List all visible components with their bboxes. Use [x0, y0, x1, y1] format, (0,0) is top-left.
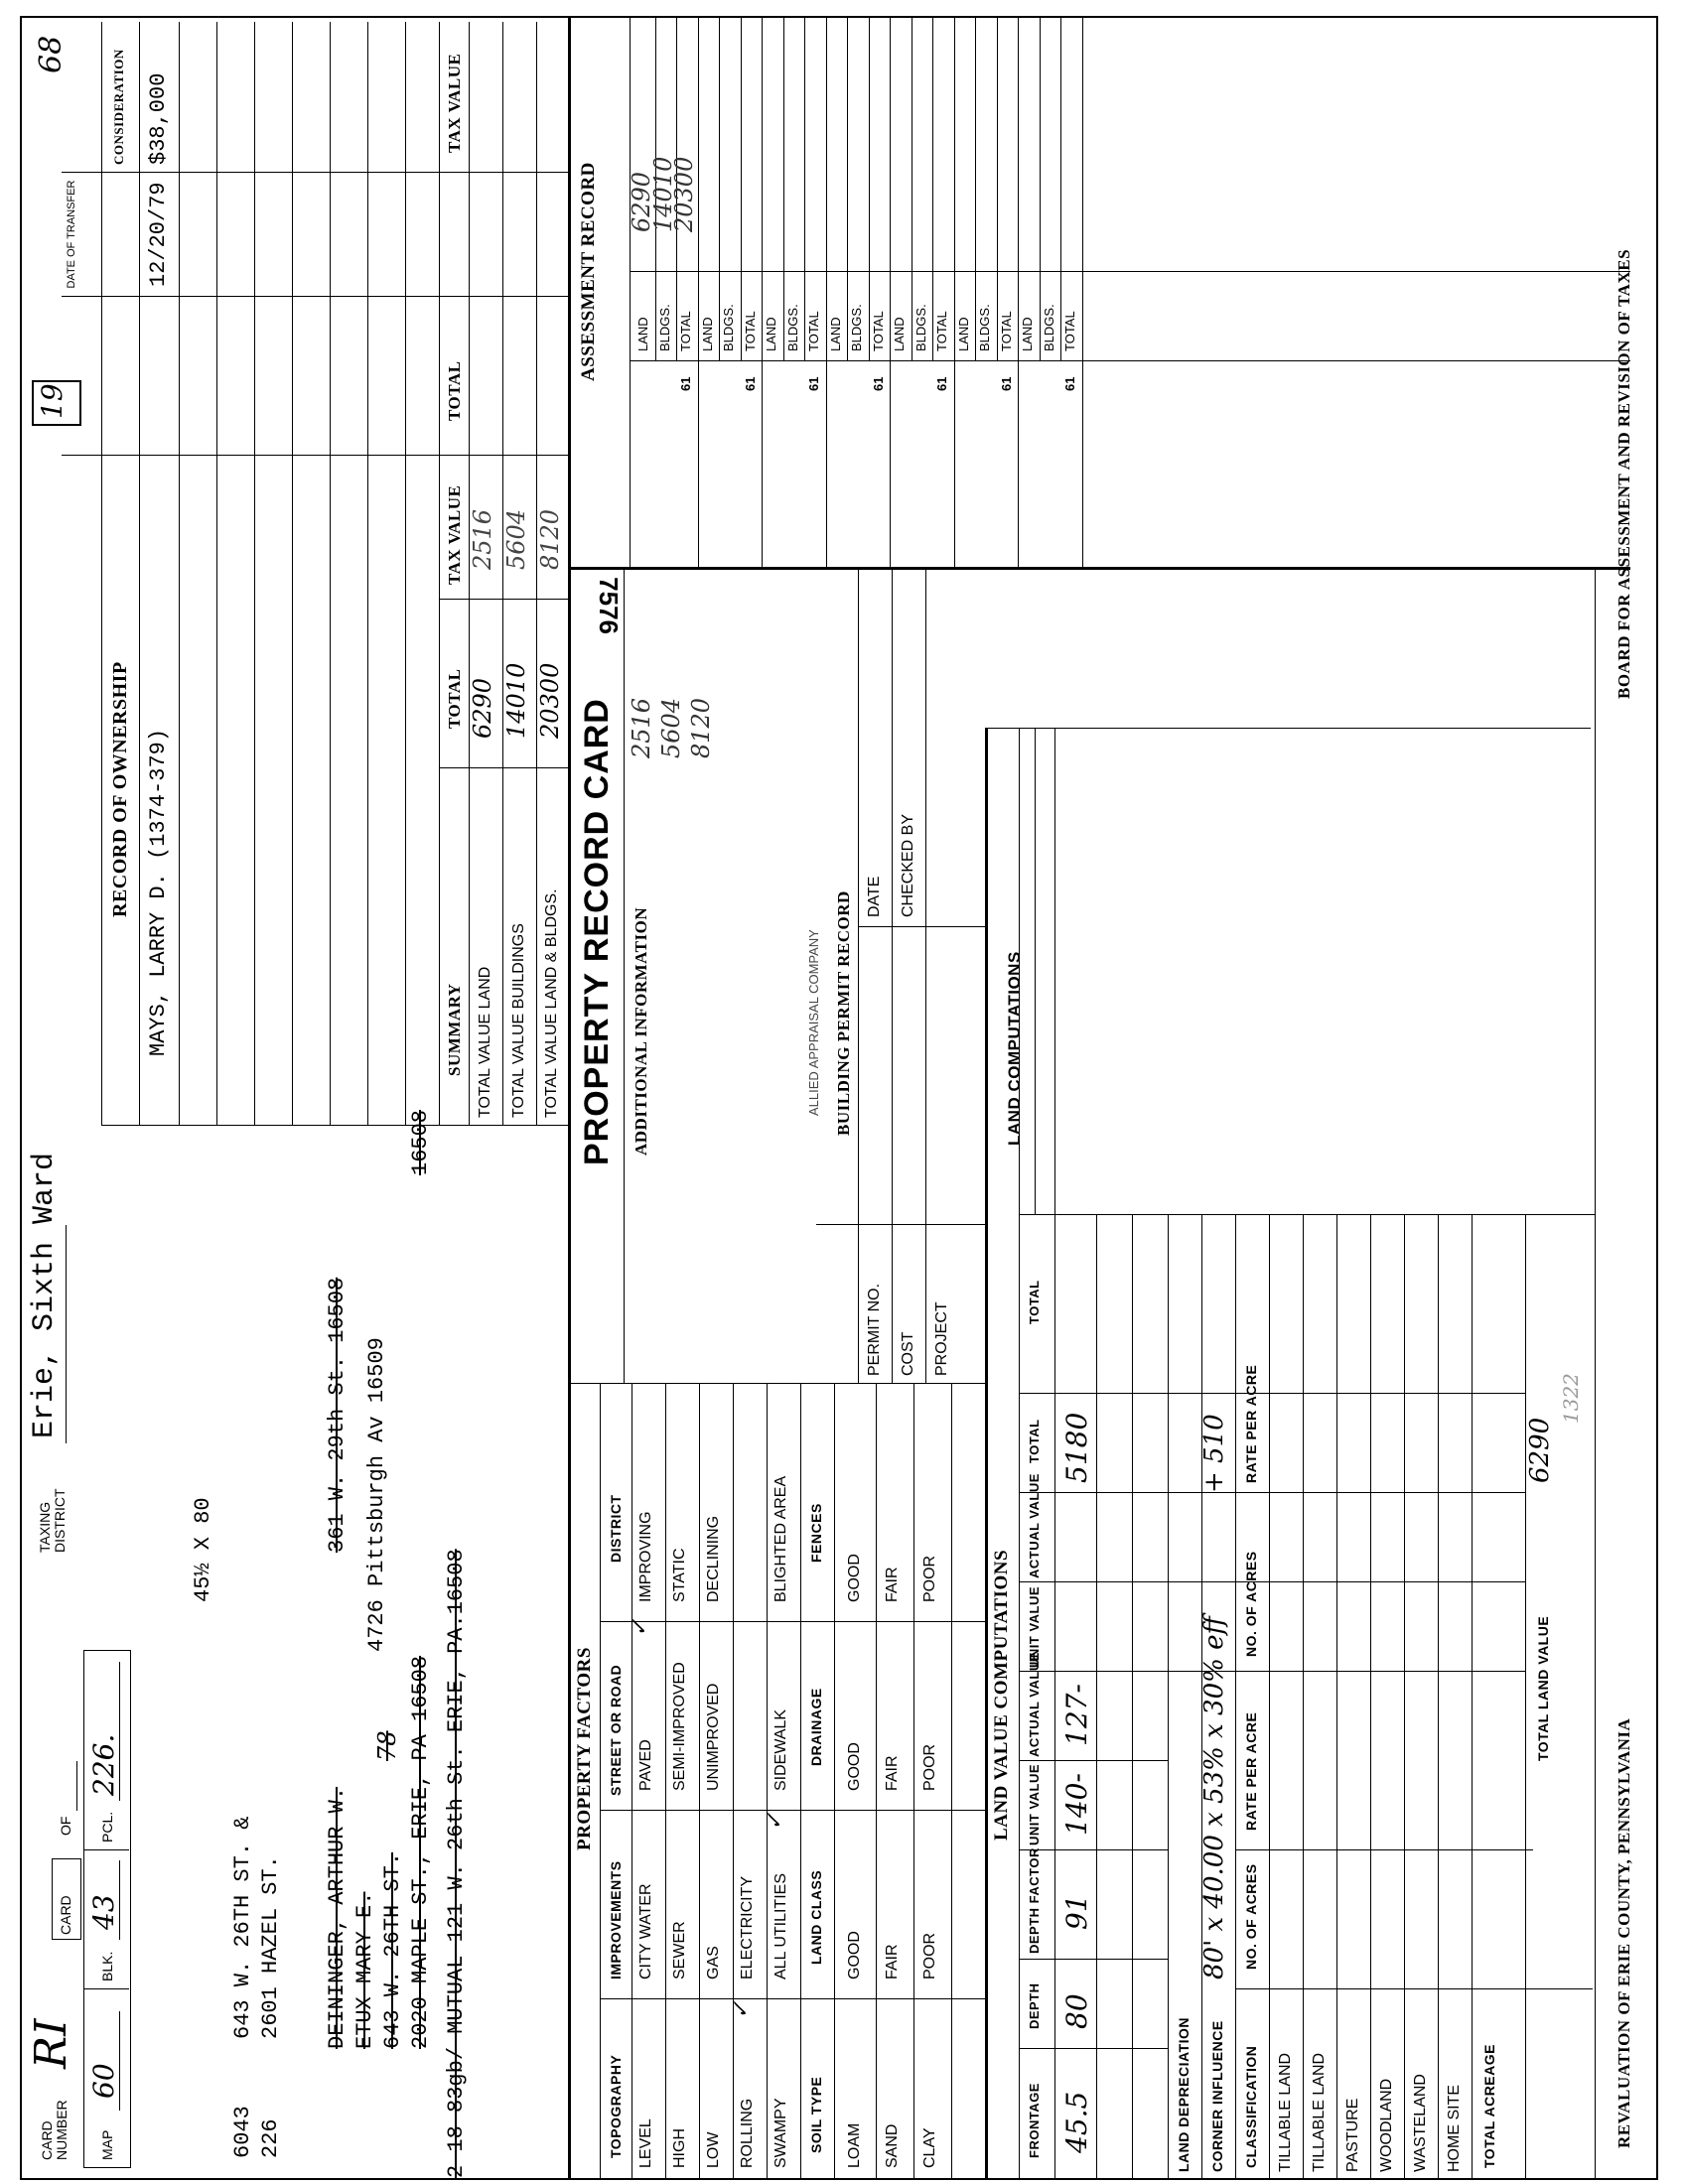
property-record-card	[20, 16, 1658, 2180]
summary-bldg-total: 14010	[502, 662, 530, 739]
handwritten-value-3: 8120	[687, 697, 715, 758]
assessment-year: 61	[678, 376, 693, 391]
assessment-year: 61	[998, 376, 1014, 391]
summary-land-tax: 2516	[469, 508, 496, 570]
street-sidewalk: SIDEWALK	[772, 1708, 789, 1791]
lv-unit: 140-	[1060, 1773, 1093, 1836]
district-blighted: BLIGHTED AREA	[772, 1475, 789, 1602]
summary-land-total: 6290	[469, 677, 496, 739]
class-tillable-2: TILLABLE LAND	[1311, 2052, 1328, 2172]
taxing-district-value: Erie, Sixth Ward	[28, 1152, 62, 1438]
summary-all-tax: 8120	[536, 508, 564, 570]
soil-sand: SAND	[884, 2123, 901, 2168]
assessment-row-label: BLDGS.	[977, 304, 992, 351]
code-line-2: 226	[258, 2118, 283, 2158]
permit-checked-label: CHECKED BY	[900, 813, 916, 917]
corner-influence-label: CORNER INFLUENCE	[1209, 2020, 1225, 2172]
summary-all-total: 20300	[536, 662, 564, 739]
check-all-utilities: ✓	[763, 1812, 787, 1831]
total-acreage-label: TOTAL ACREAGE	[1481, 2044, 1497, 2168]
col-topography: TOPOGRAPHY	[608, 2054, 624, 2158]
blk-value: 43	[87, 1894, 120, 1930]
district-static: STATIC	[671, 1548, 688, 1602]
footer-left: REVALUATION OF ERIE COUNTY, PENNSYLVANIA	[1614, 1717, 1633, 2148]
lv-total: 5180	[1060, 1412, 1093, 1483]
check-rolling: ✓	[729, 2000, 754, 2019]
topo-level: LEVEL	[637, 2118, 654, 2168]
map-value: 60	[87, 2063, 120, 2099]
assessment-title: ASSESSMENT RECORD	[578, 162, 599, 381]
card-label: CARD	[58, 1895, 73, 1935]
assessment-row-label: BLDGS.	[912, 304, 928, 351]
right-total-label: TOTAL	[445, 360, 464, 421]
rate-per-acre-label: RATE PER ACRE	[1243, 1711, 1259, 1831]
lv-col-unit-2: UNIT VALUE	[1027, 1585, 1042, 1668]
assessment-row-label: TOTAL	[678, 311, 693, 351]
no-of-acres-label-2: NO. OF ACRES	[1243, 1551, 1259, 1657]
faint-note: 1322	[1559, 1373, 1583, 1424]
land-value-title: LAND VALUE COMPUTATIONS	[991, 1549, 1012, 1841]
land-computations-title: LAND COMPUTATIONS	[1005, 951, 1024, 1146]
code-line-1: 6043	[230, 2106, 255, 2158]
assessment-row-label: TOTAL	[998, 311, 1014, 351]
building-permit-title: BUILDING PERMIT RECORD	[834, 890, 853, 1136]
assessment-row-label: BLDGS.	[656, 304, 672, 351]
summary-all-label: TOTAL VALUE LAND & BLDGS.	[543, 888, 560, 1118]
lv-col-actual-2: ACTUAL VALUE	[1027, 1473, 1042, 1578]
impr-all-utilities: ALL UTILITIES	[772, 1873, 789, 1979]
assessment-row-label: TOTAL	[742, 311, 758, 351]
owner-address: 4726 Pittsburgh Av 16509	[364, 1337, 389, 1652]
permit-date-label: DATE	[866, 876, 883, 917]
lv-col-total: TOTAL	[1027, 1419, 1042, 1463]
struck-owner-1: DEININGER, ARTHUR W.	[325, 1786, 350, 2049]
drainage-fair: FAIR	[884, 1755, 901, 1791]
struck-owner-2: ETUX MARY E.	[352, 1891, 377, 2049]
district-improving: IMPROVING	[637, 1511, 654, 1602]
assessment-row-label: TOTAL	[934, 311, 949, 351]
class-tillable-1: TILLABLE LAND	[1277, 2052, 1294, 2172]
assessment-row-label: LAND	[955, 317, 971, 351]
col-fences: FENCES	[808, 1503, 824, 1563]
assessment-row-label: TOTAL	[1062, 311, 1077, 351]
corner-number: 68	[34, 35, 69, 73]
lv-depth: 80	[1060, 1993, 1093, 2029]
assessment-row-label: LAND	[764, 317, 778, 351]
topo-rolling: ROLLING	[739, 2098, 756, 2168]
permit-no-label: PERMIT NO.	[866, 1283, 883, 1376]
assessment-year: 61	[934, 376, 949, 391]
right-tax-label: TAX VALUE	[445, 53, 464, 153]
corner-total: + 510	[1199, 1414, 1229, 1493]
total-land-value-amount: 6290	[1525, 1417, 1555, 1483]
assessment-year: 61	[806, 376, 821, 391]
handwritten-value-1: 2516	[628, 697, 655, 758]
assessment-year: 61	[1062, 376, 1077, 391]
address-line-1: 643 W. 26TH ST. &	[230, 1816, 255, 2039]
fences-poor: POOR	[921, 1555, 938, 1602]
consideration-label: CONSIDERATION	[111, 49, 126, 165]
soil-loam: LOAM	[846, 2122, 863, 2168]
impr-sewer: SEWER	[671, 1921, 688, 1979]
rate-per-acre-label-2: RATE PER ACRE	[1243, 1364, 1259, 1483]
topo-low: LOW	[705, 2131, 722, 2168]
assessment-row-label: LAND	[699, 317, 715, 351]
assessment-row-label: LAND	[827, 317, 843, 351]
total-land-value-label: TOTAL LAND VALUE	[1535, 1615, 1551, 1761]
assessment-row-label: BLDGS.	[721, 304, 736, 351]
lv-col-total-2: TOTAL	[1027, 1280, 1042, 1324]
permit-cost-label: COST	[900, 1331, 916, 1376]
blk-label: BLK.	[99, 1951, 115, 1981]
appraisal-company: ALLIED APPRAISAL COMPANY	[806, 929, 821, 1116]
assessment-year: 61	[870, 376, 886, 391]
pcl-label: PCL.	[99, 1811, 115, 1843]
assessment-value: 6290	[628, 171, 655, 232]
stamp-number: 7576	[594, 577, 624, 634]
struck-handwritten: 78	[373, 1730, 401, 1761]
col-district: DISTRICT	[608, 1494, 624, 1563]
summary-title: SUMMARY	[445, 983, 464, 1076]
classification-label: CLASSIFICATION	[1243, 2045, 1259, 2168]
assessment-value: 14010	[648, 156, 677, 232]
no-of-acres-label: NO. OF ACRES	[1243, 1863, 1259, 1970]
drainage-poor: POOR	[921, 1743, 938, 1791]
topo-high: HIGH	[671, 2128, 688, 2168]
soil-clay: CLAY	[921, 2127, 938, 2168]
class-woodland: WOODLAND	[1378, 2078, 1395, 2172]
street-semi: SEMI-IMPROVED	[671, 1662, 688, 1791]
fences-good: GOOD	[846, 1554, 863, 1602]
col-soil: SOIL TYPE	[808, 2076, 824, 2153]
assessment-row-label: LAND	[892, 317, 907, 351]
assessment-row-label: BLDGS.	[784, 304, 800, 351]
additional-info-label: ADDITIONAL INFORMATION	[632, 906, 650, 1156]
summary-total-label: TOTAL	[445, 668, 464, 729]
card-number-label: CARD NUMBER	[39, 2100, 70, 2160]
struck-owner-3: 643 W. 26TH ST.	[380, 1851, 405, 2049]
land-class-good: GOOD	[846, 1931, 863, 1979]
col-drainage: DRAINAGE	[808, 1688, 824, 1766]
assessment-row-label: BLDGS.	[849, 304, 864, 351]
check-paved: ✓	[628, 1618, 652, 1637]
struck-right-2: 16508	[408, 1109, 433, 1175]
corner-calc: 80' x 40.00 x 53% x 30% eff	[1199, 1616, 1229, 1979]
lv-col-factor: DEPTH FACTOR	[1027, 1847, 1042, 1954]
boxed-number: 19	[36, 383, 69, 419]
property-factors-title: PROPERTY FACTORS	[574, 1647, 595, 1850]
summary-bldg-label: TOTAL VALUE BUILDINGS	[510, 923, 527, 1118]
handwritten-value-2: 5604	[657, 697, 685, 758]
district-declining: DECLINING	[705, 1515, 722, 1602]
assessment-row-label: LAND	[1020, 317, 1035, 351]
col-street: STREET OR ROAD	[608, 1664, 624, 1796]
taxing-district-label: TAXING DISTRICT	[37, 1488, 68, 1553]
lv-frontage: 45.5	[1060, 2091, 1093, 2153]
lot-size: 45½ X 80	[191, 1497, 215, 1602]
property-record-title: PROPERTY RECORD CARD	[578, 698, 616, 1165]
assessment-year: 61	[742, 376, 758, 391]
impr-electricity: ELECTRICITY	[739, 1875, 756, 1979]
land-class-poor: POOR	[921, 1932, 938, 1979]
consideration-value: $38,000	[146, 72, 171, 165]
date-transfer-label: DATE OF TRANSFER	[66, 180, 77, 289]
struck-owner-5: 2-18-83gb/ MUTUAL 121 W. 26th St. ERIE, PA.16508	[444, 1549, 469, 2178]
class-wasteland: WASTELAND	[1412, 2074, 1429, 2172]
street-paved: PAVED	[637, 1739, 654, 1791]
pcl-value: 226.	[87, 1733, 120, 1796]
date-transfer-value: 12/20/79	[146, 182, 171, 287]
assessment-row-label: TOTAL	[806, 311, 821, 351]
topo-swampy: SWAMPY	[772, 2098, 789, 2168]
land-depreciation-label: LAND DEPRECIATION	[1176, 2016, 1192, 2172]
assessment-row-label: TOTAL	[870, 311, 886, 351]
summary-tax-label: TAX VALUE	[445, 484, 464, 585]
map-label: MAP	[99, 2129, 115, 2160]
address-line-2: 2601 HAZEL ST.	[258, 1855, 283, 2039]
class-pasture: PASTURE	[1344, 2098, 1361, 2172]
land-class-fair: FAIR	[884, 1944, 901, 1979]
card-number-value: RI	[26, 2018, 76, 2069]
lv-col-frontage: FRONTAGE	[1027, 2083, 1042, 2158]
lv-col-actual: ACTUAL VALUE	[1027, 1652, 1042, 1757]
col-improvements: IMPROVEMENTS	[608, 1860, 624, 1979]
owner-name: MAYS, LARRY D. (1374-379)	[146, 728, 171, 1056]
footer-right: BOARD FOR ASSESSMENT AND REVISION OF TAXES	[1614, 248, 1633, 699]
assessment-row-label: LAND	[635, 317, 650, 351]
of-label: OF	[58, 1816, 73, 1836]
drainage-good: GOOD	[846, 1742, 863, 1791]
col-land-class: LAND CLASS	[808, 1869, 824, 1965]
summary-bldg-tax: 5604	[502, 508, 530, 570]
lv-actual: 127-	[1060, 1684, 1093, 1746]
fences-fair: FAIR	[884, 1567, 901, 1602]
struck-owner-4: 2020 MAPLE ST., ERIE, PA 16508	[408, 1655, 433, 2049]
lv-col-depth: DEPTH	[1027, 1982, 1042, 2029]
summary-land-label: TOTAL VALUE LAND	[477, 966, 493, 1118]
ownership-title: RECORD OF OWNERSHIP	[109, 661, 131, 917]
permit-project-label: PROJECT	[933, 1301, 950, 1376]
struck-right-1: 361 W. 29th St. 16508	[325, 1277, 350, 1553]
lv-factor: 91	[1060, 1894, 1093, 1930]
impr-gas: GAS	[705, 1946, 722, 1979]
class-home-site: HOME SITE	[1446, 2084, 1463, 2172]
impr-water: CITY WATER	[637, 1883, 654, 1979]
assessment-row-label: BLDGS.	[1041, 304, 1056, 351]
assessment-value: 20300	[670, 156, 698, 232]
lv-col-unit: UNIT VALUE	[1027, 1763, 1042, 1845]
street-unimproved: UNIMPROVED	[705, 1683, 722, 1791]
